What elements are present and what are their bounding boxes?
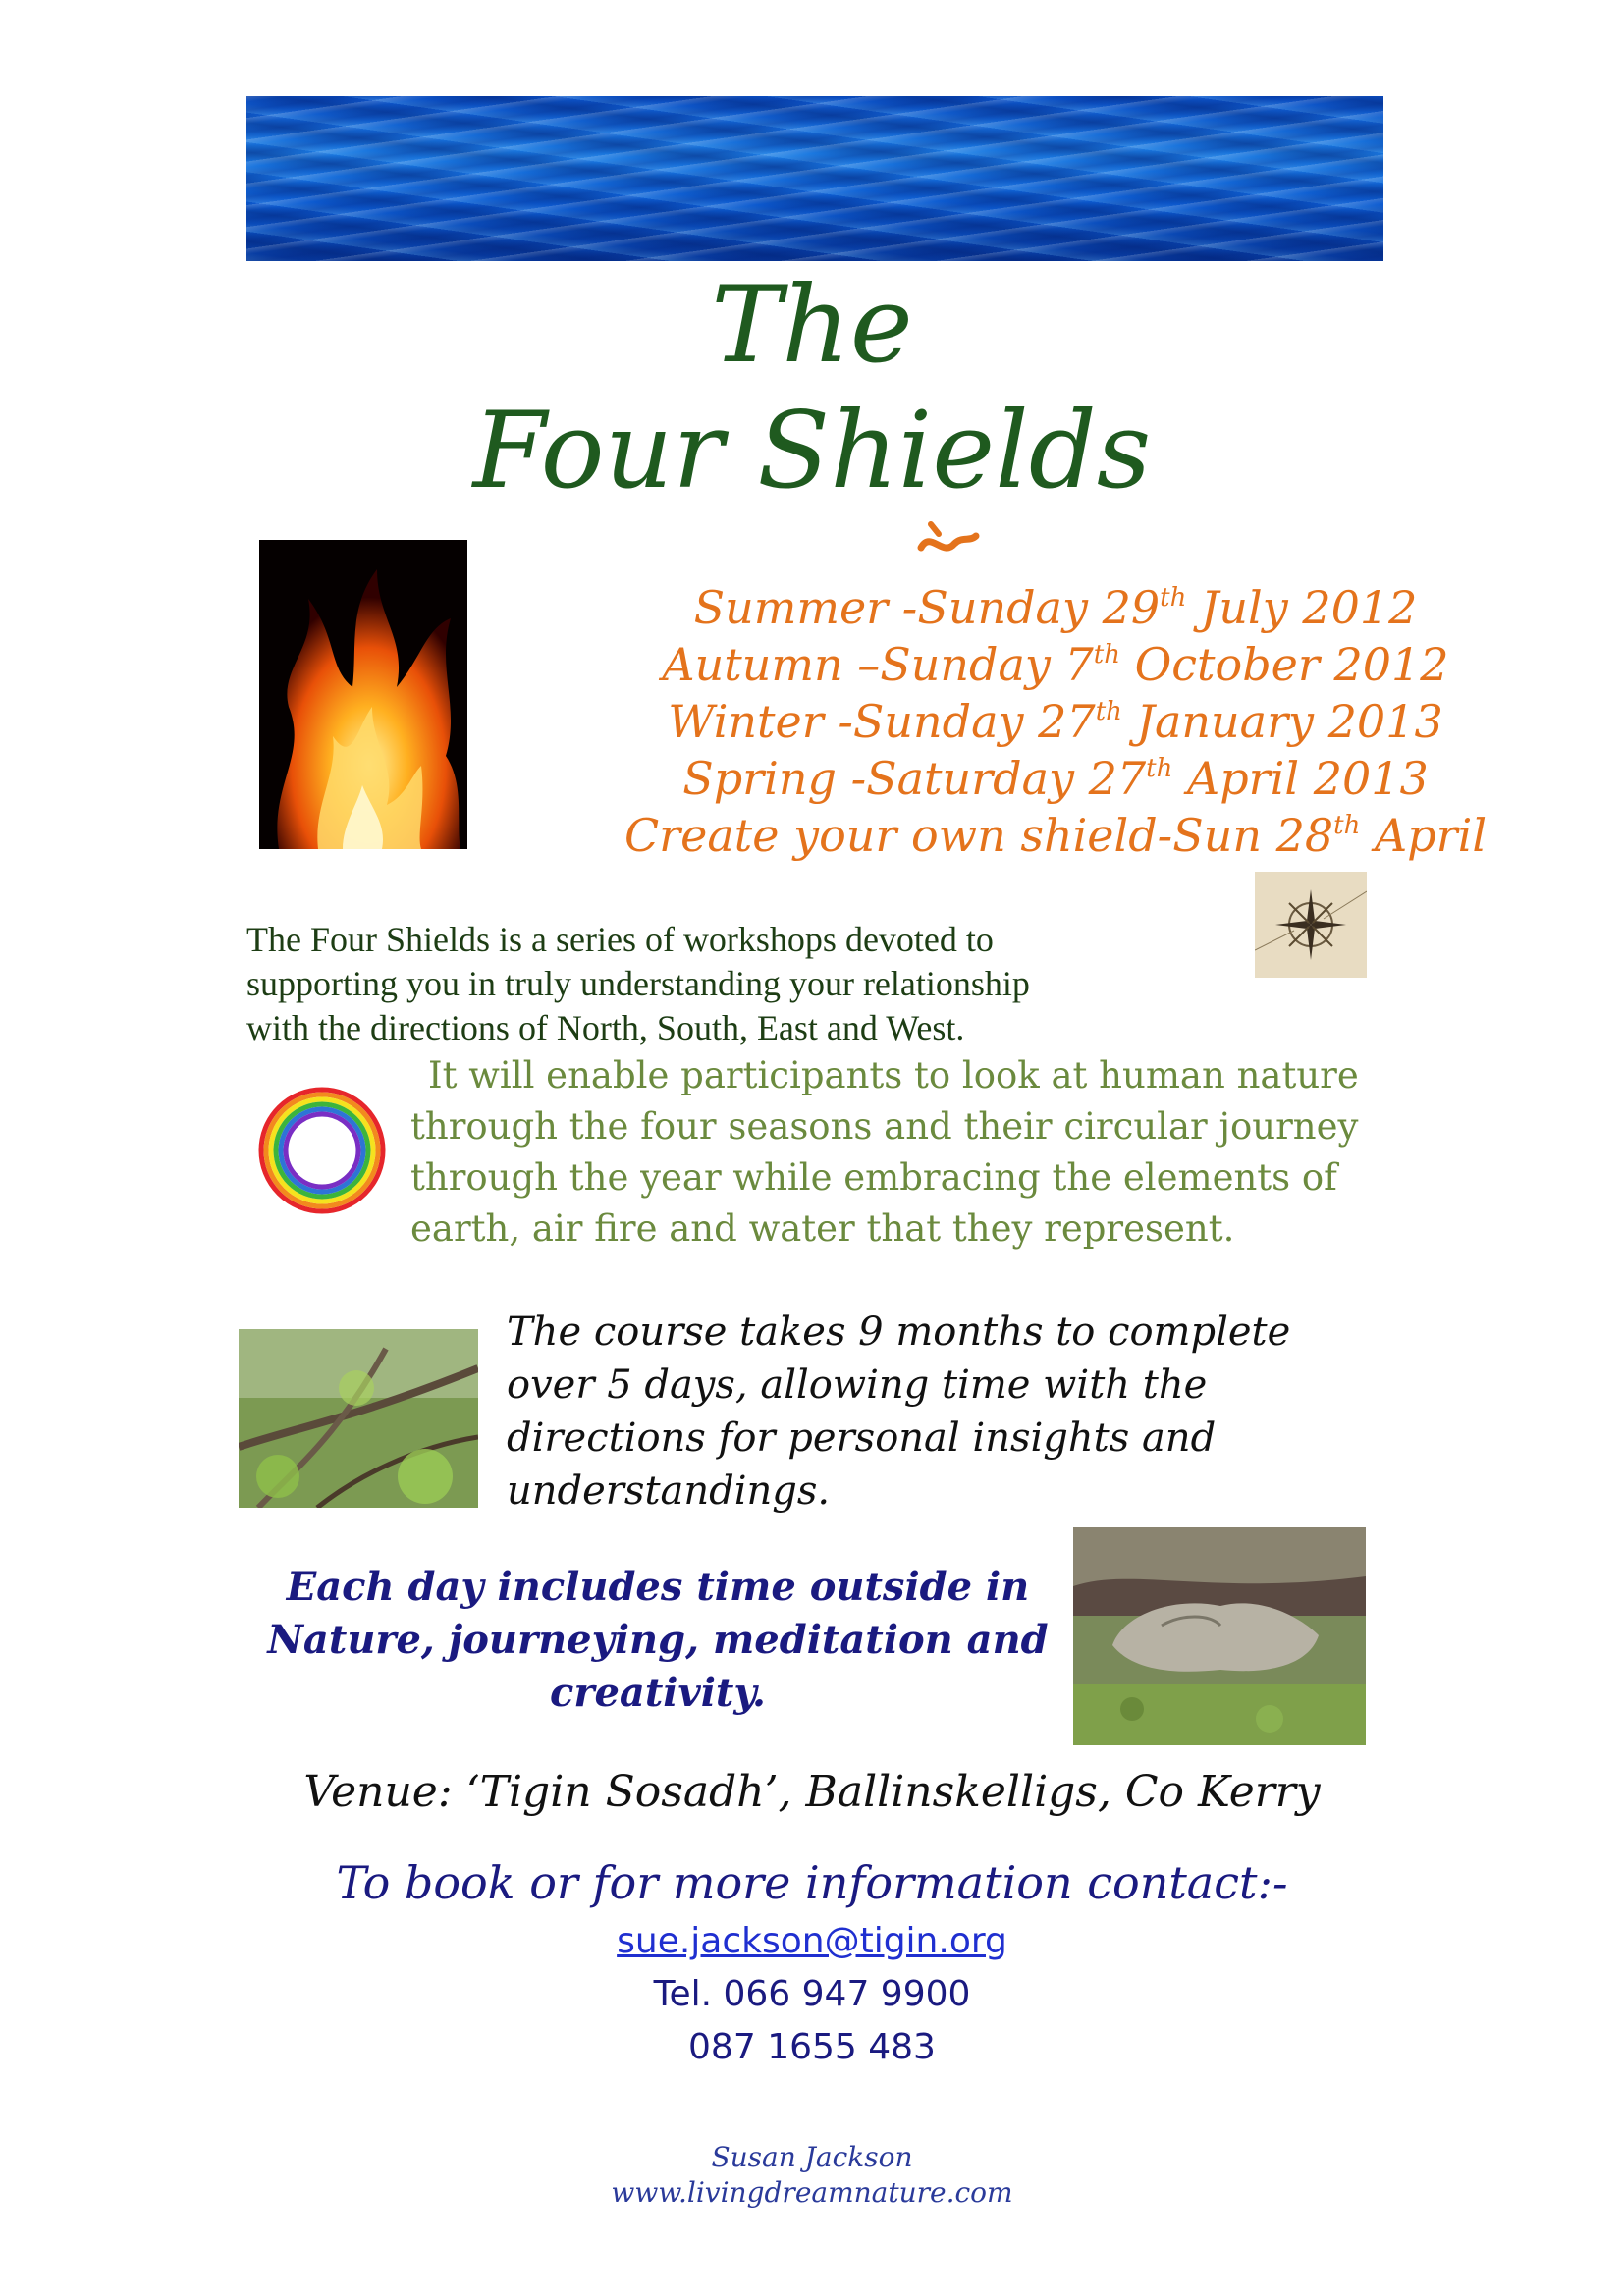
intro-line: with the directions of North, South, East and West.: [246, 1008, 965, 1047]
enable-paragraph: [410, 1050, 1392, 1255]
venue-text: Venue: ‘Tigin Sosadh’, Ballinskelligs, Co Kerry: [303, 1767, 1321, 1817]
course-line: understandings.: [507, 1468, 831, 1514]
rocks-landscape-image: [1073, 1527, 1366, 1745]
enable-line: earth, air fire and water that they represent.: [410, 1207, 1235, 1250]
date-spring: Spring -Saturday 27th April 2013: [682, 752, 1429, 805]
tree-branches-image: [239, 1329, 478, 1508]
date-autumn: Autumn –Sunday 7th October 2012: [662, 638, 1449, 691]
course-line: over 5 days, allowing time with the: [507, 1362, 1208, 1408]
course-line: directions for personal insights and: [507, 1415, 1217, 1461]
date-summer: Summer -Sunday 29th July 2012: [693, 581, 1418, 634]
telephone-text: Tel. 066 947 9900: [653, 1974, 971, 2014]
footer-name: Susan Jackson: [711, 2141, 913, 2173]
mobile-text: 087 1655 483: [688, 2027, 936, 2067]
enable-line: through the year while embracing the elements of: [410, 1156, 1337, 1199]
title-line-1: The: [711, 264, 913, 387]
swirl-ornament-icon: [913, 518, 982, 565]
date-create-shield: Create your own shield-Sun 28th April: [623, 809, 1488, 862]
footer-website: www.livingdreamnature.com: [611, 2176, 1013, 2209]
each-day-line: Each day includes time outside in: [286, 1564, 1030, 1610]
each-day-line: creativity.: [550, 1670, 766, 1716]
booking-heading: To book or for more information contact:-: [336, 1856, 1288, 1909]
intro-line: supporting you in truly understanding your relationship: [246, 964, 1030, 1003]
title-line-2: Four Shields: [472, 390, 1152, 512]
course-line: The course takes 9 months to complete: [507, 1309, 1291, 1355]
water-banner-image: [246, 96, 1383, 261]
intro-line: The Four Shields is a series of workshops devoted to: [246, 920, 994, 959]
date-winter: Winter -Sunday 27th January 2013: [668, 695, 1443, 748]
intro-paragraph: [246, 918, 1238, 1050]
compass-image: [1255, 872, 1367, 978]
email-link[interactable]: sue.jackson@tigin.org: [617, 1921, 1007, 1961]
enable-line: It will enable participants to look at human nature: [428, 1054, 1359, 1096]
flame-image: [259, 540, 467, 849]
course-paragraph: [507, 1306, 1390, 1518]
each-day-line: Nature, journeying, meditation and: [267, 1617, 1049, 1663]
rainbow-ring-image: [257, 1086, 387, 1215]
enable-line: through the four seasons and their circular journey: [410, 1105, 1359, 1148]
each-day-paragraph: [236, 1561, 1080, 1720]
